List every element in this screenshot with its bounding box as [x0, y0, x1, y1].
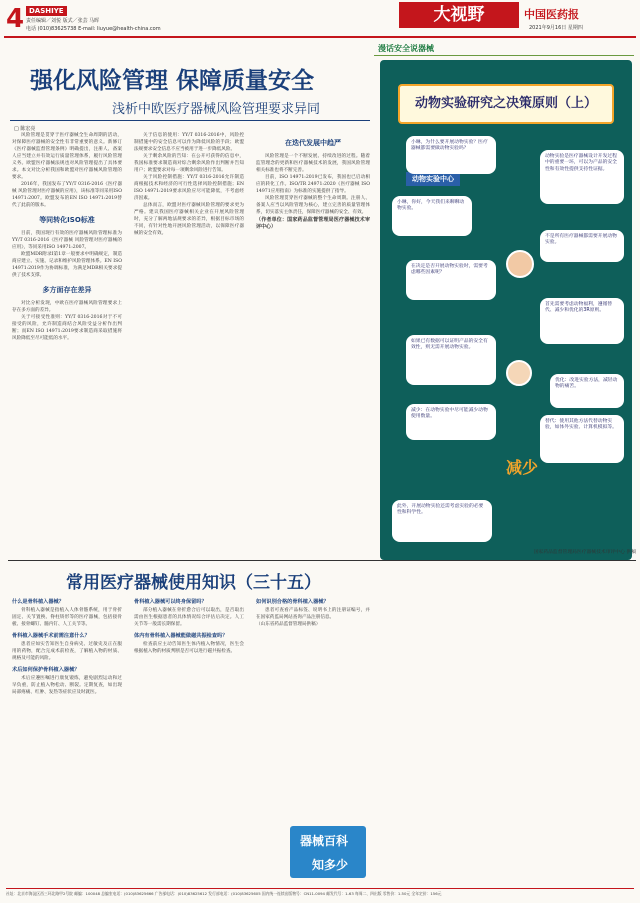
- paragraph: 欧盟MDR附录I第1章一般要求中明确规定，制造商应建立、实施、记录和维护风险管理体系。EN ISO 14971:2019作为协调标准，为满足MDR相关要求提供了技术支撑。: [12, 252, 122, 278]
- lab-sign: 动物实验中心: [406, 172, 460, 186]
- section-divider: [8, 560, 636, 561]
- paper-name: 中国医药报: [524, 8, 579, 21]
- article-column-3: [256, 132, 370, 550]
- question: 体内有骨科植入器械能做磁共振检查吗？: [134, 633, 228, 639]
- question: 术后如何保护骨科植入器械？: [12, 667, 80, 673]
- footer: 社址：北京市海淀区西三环北路甲2号院 邮编：100048 总编室电话：(010)83625666 广告部电话：(010)83625612 发行部电话：(010)83625605 国内统一连续出版物号：CN11-0094 邮发代号：1-63 每周二、四出版 零售价：1.50元 全年定价：156元: [6, 888, 634, 897]
- article-column-2: [134, 132, 244, 550]
- answer: 部分植入器械在骨折愈合后可以取出，是否取出需由医生根据患者的具体情况综合评估后决定。人工关节等一般需长期保留。: [134, 608, 244, 627]
- column-label-text: 漫话安全说器械: [378, 44, 434, 53]
- answer: 骨科植入器械是指植入人体骨骼系统，用于骨折固定、关节置换、脊柱矫形等的医疗器械，包括接骨板、接骨螺钉、髓内钉、人工关节等。: [12, 608, 122, 627]
- paragraph: 关于可接受性准则：YY/T 0316-2016对于不可接受的风险，允许制造商结合风险受益分析作出判断；而EN ISO 14971:2019要求制造商采取措施将风险降低至尽可能低的水平。: [12, 315, 122, 341]
- paragraph: 风险管理是一个不断发展、持续改进的过程。随着监管理念的更新和医疗器械技术的发展，我国风险管理相关标准也将不断完善。: [256, 154, 370, 173]
- answer: 检查前应主动告知医生体内植入物情况，医生会根据植入物的材质判断是否可以进行磁共振检查。: [134, 642, 244, 654]
- speech-bubble: 小琳，你好，今天我们来聊聊动物实验。: [392, 196, 472, 236]
- section-title: 大视野: [399, 2, 519, 28]
- paragraph: 风险管理是贯穿于医疗器械全生命周期的活动，对保障医疗器械的安全性有非常重要的意义。新修订《医疗器械监督管理条例》明确提出，注册人、备案人应当建立并有效运行质量管理体系，履行风险管理义务。欧盟医疗器械法规也对风险管理提出了具体要求。本文对比分析我国和欧盟对医疗器械风险管理的要求。: [12, 133, 122, 180]
- main-subheadline: 浅析中欧医疗器械风险管理要求异同: [112, 102, 321, 117]
- main-headline: 强化风险管理 保障质量安全: [30, 68, 315, 94]
- contact-line: 电话 (010)83625738 E-mail: liuyue@health-china.com: [26, 26, 161, 32]
- question: 什么是骨科植入器械？: [12, 599, 64, 605]
- section-heading: 多方面存在差异: [42, 286, 92, 294]
- signature: （山东省药品监督管理局供稿）: [256, 622, 321, 627]
- promo-box: [290, 826, 366, 878]
- promo-line-1: 器械百科: [300, 834, 349, 848]
- divider: [10, 120, 370, 121]
- speech-bubble: 在决定是否开展动物实验时，需要考虑哪些因素呢？: [406, 260, 496, 300]
- question: 骨科植入器械手术前需注意什么？: [12, 633, 90, 639]
- section-heading: 等同转化ISO标准: [39, 216, 95, 224]
- comic-title: 动物实验研究之决策原则（上）: [398, 84, 614, 124]
- qa-column-1: [12, 594, 122, 880]
- editor-line: 责任编辑／刘悦 版式／张芸 马晖: [26, 18, 100, 24]
- qa-column-3: [256, 594, 370, 818]
- answer: 患者可查看产品标签、说明书上的注册证编号，并在国家药监局网站查询产品注册信息。: [256, 608, 370, 620]
- article-column-1: [12, 132, 122, 550]
- question: 如何识别合格的骨科植入器械？: [256, 599, 329, 605]
- comic-sidebar: [374, 42, 636, 562]
- paragraph: 关于剩余风险的告知：在公开可获得的信息中，我国标准要求制造商对综合剩余风险作出判断并告知用户；欧盟要求对每一项剩余风险进行告知。: [134, 154, 244, 173]
- speech-bubble: 减少：在动物实验中尽可能减少动物使用数量。: [406, 404, 496, 440]
- column-label: [374, 42, 634, 56]
- comic-panel: [380, 60, 632, 560]
- speech-bubble: 小琳，为什么要开展动物实验？医疗器械都需要做动物实验吗？: [406, 136, 496, 174]
- byline: □ 陈宏亮: [14, 126, 36, 132]
- source-note: 国家药品监督管理局医疗器械技术审评中心 供稿: [533, 550, 636, 555]
- paragraph: 目前，我国现行有效的医疗器械风险管理标准为YY/T 0316-2016《医疗器械 风险管理对医疗器械的应用》，等同采用ISO 14971:2007。: [12, 231, 122, 250]
- page-number: 4: [6, 4, 25, 34]
- paragraph: 关于信息的使用：YY/T 0316-2016中，风险控制措施中的安全信息可以作为降低风险的手段；欧盟法规要求安全信息不应当被用于进一步降低风险。: [134, 133, 244, 152]
- speech-bubble: 此外，开展动物实验还需考虑实验的必要性和科学性。: [392, 500, 492, 542]
- paragraph: 风险管理贯穿医疗器械的整个生命周期。注册人、备案人应当以风险管理为核心，建立完善的质量管理体系，切实落实主体责任，保障医疗器械的安全、有效。: [256, 196, 370, 215]
- qa-column-2: [134, 594, 244, 880]
- end-marker: 减少: [506, 458, 539, 477]
- speech-bubble: 不是所有医疗器械都需要开展动物实验。: [540, 230, 624, 262]
- answer: 术后应遵医嘱进行康复锻炼，避免剧烈运动和过早负重，防止植入物松动、断裂。定期复查，如出现局部疼痛、红肿、发热等症状应及时就医。: [12, 676, 122, 695]
- doctor-character: [506, 250, 534, 278]
- section-tag: DASHIYE: [26, 6, 67, 16]
- speech-bubble: 首先需要考虑动物福利，遵循替代、减少和优化的3R原则。: [540, 298, 624, 344]
- researcher-character: [506, 360, 532, 386]
- answer: 患者应如实告知医生自身病史、过敏史及正在服用的药物，配合完成术前检查，了解植入物的材质、规格及可能的风险。: [12, 642, 122, 661]
- promo-line-2: 知多少: [312, 858, 349, 872]
- masthead: [4, 4, 636, 38]
- question: 骨科植入器械可以终身保留吗？: [134, 599, 207, 605]
- paragraph: 目前，ISO 14971:2019已发布，我国也已启动相应的转化工作。ISO/TR 24971:2020《医疗器械 ISO 14971应用指南》为标准的实施提供了指导。: [256, 175, 370, 194]
- author-note: （作者单位：国家药品监督管理局医疗器械技术审评中心）: [256, 217, 370, 230]
- paragraph: 总体而言，欧盟对医疗器械风险管理的要求更为严格。建议我国医疗器械相关企业在开展风险管理时，充分了解两地法规要求的差异，根据目标市场的不同，有针对性地开展风险管理活动，以保障医疗器械的安全有效。: [134, 203, 244, 236]
- speech-bubble: 替代：使用其他方法代替动物实验，如体外实验、计算机模拟等。: [540, 415, 624, 463]
- paragraph: 关于风险控制措施：YY/T 0316-2016允许制造商根据技术和经济的可行性选择风险控制措施；EN ISO 14971:2019要求风险应尽可能降低，不考虑经济因素。: [134, 175, 244, 201]
- paragraph: 对比分析发现，中欧在医疗器械风险管理要求上存在多方面的差异。: [12, 301, 122, 313]
- bottom-headline: 常用医疗器械使用知识（三十五）: [66, 573, 321, 593]
- section-heading: 在迭代发展中趋严: [285, 139, 341, 147]
- issue-date: 2021年9月16日 星期四: [529, 25, 583, 31]
- speech-bubble: 如果已有数据可以证明产品的安全有效性，则无需开展动物实验。: [406, 335, 496, 385]
- paragraph: 2016年，我国发布了YY/T 0316-2016《医疗器械 风险管理对医疗器械的应用》，该标准等同采用ISO 14971:2007。欧盟发布的EN ISO 14971:2019替代了此前的版本。: [12, 182, 122, 208]
- speech-bubble: 动物实验是医疗器械设计开发过程中的重要一环，可以为产品的安全性和有效性提供支持性证据。: [540, 150, 624, 204]
- speech-bubble: 优化：改进实验方法，减轻动物的痛苦。: [550, 374, 624, 408]
